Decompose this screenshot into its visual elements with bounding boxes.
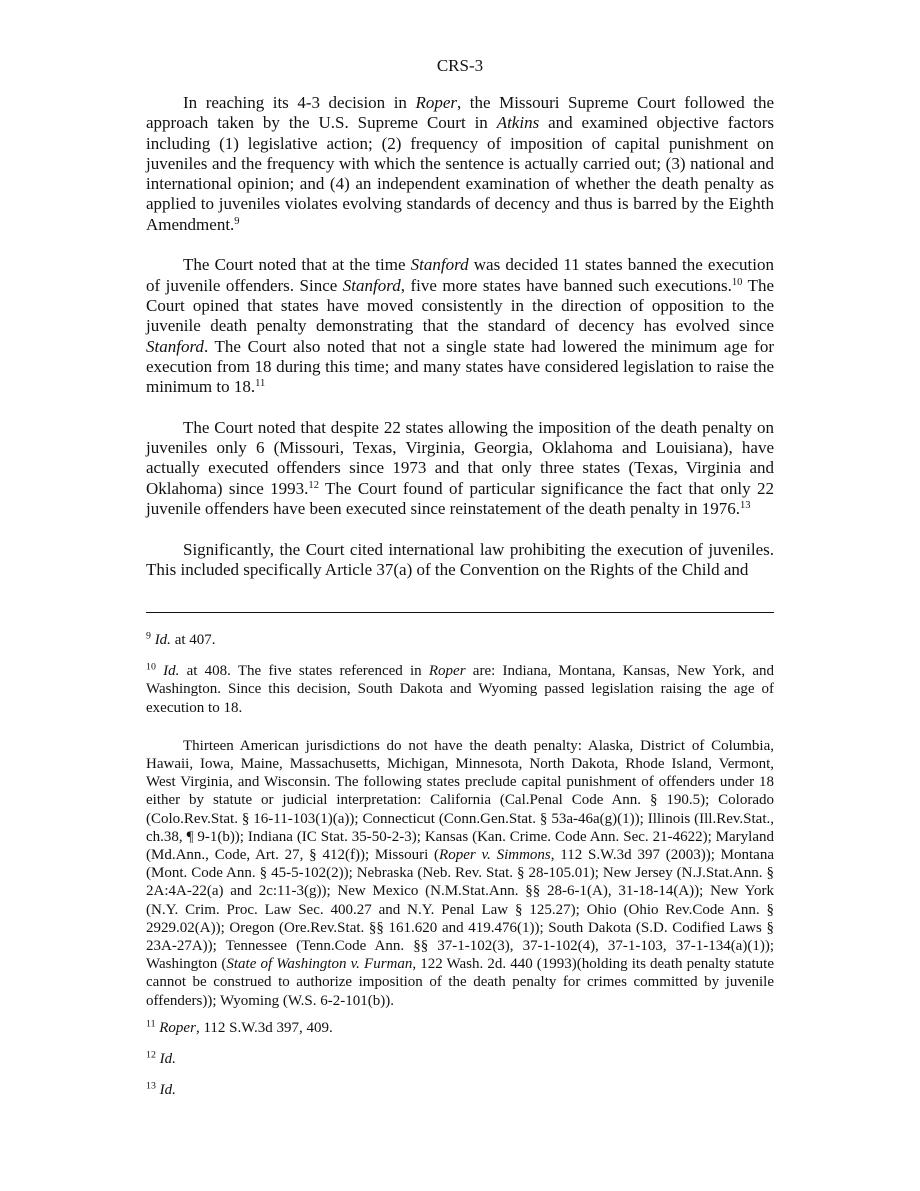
- text-run: , the Missouri Supreme Court followed the approach taken by the U.S. Supreme Court in: [146, 93, 774, 133]
- page-number: CRS-3: [436, 56, 484, 75]
- footnote-ref[interactable]: 11: [255, 378, 266, 390]
- text-run: The Court noted that at the time: [183, 255, 411, 275]
- text-run: at 407.: [170, 632, 216, 648]
- body-paragraph-1: [146, 93, 774, 235]
- case-name: Stanford: [410, 255, 469, 275]
- footnote-10-continuation: [146, 737, 774, 1010]
- text-run: The Court found of particular significance the fact that only 22 juvenile offenders have been executed since reinstatement of the death penalty in 1976.: [146, 478, 775, 518]
- case-name: Roper v. Simmons: [439, 847, 551, 864]
- footnote-ref[interactable]: 9: [234, 215, 240, 227]
- case-name: State of Washington v. Furman: [226, 956, 413, 973]
- case-name: Roper: [428, 663, 466, 680]
- footnotes: [146, 631, 774, 1112]
- footnote-number: 13: [146, 1080, 156, 1092]
- text-run: was decided 11 states banned the execution of juvenile offenders. Since: [146, 255, 774, 295]
- body-paragraph-4: [146, 540, 774, 581]
- citation-short: Id.: [159, 1082, 176, 1099]
- footnote-number: 9: [146, 630, 151, 642]
- footnote-9: [146, 631, 774, 649]
- text-run: . The Court also noted that not a single state had lowered the minimum age for execution from 18 during this time; and many states have considered legislation to raise the minimum to 18.: [146, 336, 774, 397]
- page-header: [0, 56, 920, 76]
- text-run: and examined objective factors including (1) legislative action; (2) frequency of imposition of capital punishment on juveniles and the frequency with which the sentence is actually carried out; (3) national and international opinion; and (4) an independent examination of whether the death penalty as applied to juveniles violates evolving standards of decency and thus is barred by the Eighth Amendment.: [146, 113, 774, 234]
- citation-short: Id.: [163, 663, 180, 680]
- footnote-number: 12: [146, 1049, 156, 1061]
- citation-short: Id.: [154, 632, 171, 648]
- footnote-ref[interactable]: 13: [740, 500, 751, 512]
- text-run: at 408. The five states referenced in: [179, 663, 429, 680]
- footnote-11: [146, 1019, 774, 1037]
- text-run: , 122 Wash. 2d. 440 (1993)(holding its death penalty statute cannot be construed to authorize imposition of the death penalty for crimes committed by juvenile offenders)); Wyoming (W.S. 6-2-101(b)).: [146, 956, 774, 1009]
- citation-short: Id.: [159, 1051, 176, 1068]
- case-name: Roper: [415, 93, 457, 112]
- main-text: [146, 93, 774, 600]
- footnote-separator: [146, 612, 774, 613]
- footnote-number: 11: [146, 1018, 156, 1030]
- footnote-ref[interactable]: 10: [731, 276, 743, 288]
- case-name: Atkins: [496, 113, 540, 133]
- text-run: are: Indiana, Montana, Kansas, New York, and Washington. Since this decision, South Dakota and Wyoming passed legislation raising the age of execution to 18.: [146, 663, 774, 716]
- footnote-12: [146, 1050, 774, 1068]
- case-name: Stanford: [146, 336, 204, 356]
- footnote-ref[interactable]: 12: [308, 479, 319, 491]
- text-run: Thirteen American jurisdictions do not have the death penalty: Alaska, District of Columbia, Hawaii, Iowa, Maine, Massachusetts, Michigan, Minnesota, North Dakota, Rhode Island, Vermont, West Virginia, and Wisconsin. The following states preclude capital punishment of offenders under 18 either by statute or judicial interpretation: California (Cal.Penal Code Ann. § 190.5); Colorado (Colo.Rev.Stat. § 16-11-103(1)(a)); Connecticut (Conn.Gen.Stat. § 53a-46a(g)(1)); Illinois (Ill.Rev.Stat., ch.38, ¶ 9-1(b)); Indiana (IC Stat. 35-50-2-3); Kansas (Kan. Crime. Code Ann. Sec. 21-4622); Maryland (Md.Ann., Code, Art. 27, § 412(f)); Missouri (: [146, 737, 774, 864]
- text-run: , five more states have banned such executions.: [400, 275, 732, 295]
- text-run: The Court noted that despite 22 states allowing the imposition of the death penalty on juveniles only 6 (Missouri, Texas, Virginia, Georgia, Oklahoma and Louisiana), have actually executed offenders since 1973 and that only three states (Texas, Virginia and Oklahoma) since 1993.: [146, 417, 774, 498]
- body-paragraph-3: [146, 418, 774, 519]
- footnote-10: [146, 662, 774, 717]
- text-run: , 112 S.W.3d 397, 409.: [195, 1019, 333, 1036]
- case-name: Roper: [159, 1019, 196, 1036]
- text-run: Significantly, the Court cited international law prohibiting the execution of juveniles. This included specifically Article 37(a) of the Convention on the Rights of the Child and: [146, 539, 774, 579]
- text-run: In reaching its 4-3 decision in: [183, 93, 416, 112]
- footnote-13: [146, 1081, 774, 1099]
- case-name: Stanford: [342, 275, 401, 295]
- text-run: The Court opined that states have moved consistently in the direction of opposition to the juvenile death penalty demonstrating that the standard of decency has evolved since: [146, 275, 775, 336]
- footnote-number: 10: [146, 661, 156, 673]
- body-paragraph-2: [146, 255, 774, 397]
- text-run: , 112 S.W.3d 397 (2003)); Montana (Mont. Code Ann. § 45-5-102(2)); Nebraska (Neb. Rev. Stat. § 28-105.01); New Jersey (N.J.Stat.Ann. § 2A:4A-22(a) and 2c:11-3(g)); New Mexico (N.M.Stat.Ann. §§ 28-6-1(A), 31-18-14(A)); New York (N.Y. Crim. Proc. Law Sec. 400.27 and N.Y. Penal Law § 125.27); Ohio (Ohio Rev.Code Ann. § 2929.02(A)); Oregon (Ore.Rev.Stat. §§ 161.620 and 419.476(1)); South Dakota (S.D. Codified Laws § 23A-27A)); Tennessee (Tenn.Code Ann. §§ 37-1-102(3), 37-1-102(4), 37-1-103, 37-1-134(a)(1)); Washington (: [146, 847, 775, 973]
